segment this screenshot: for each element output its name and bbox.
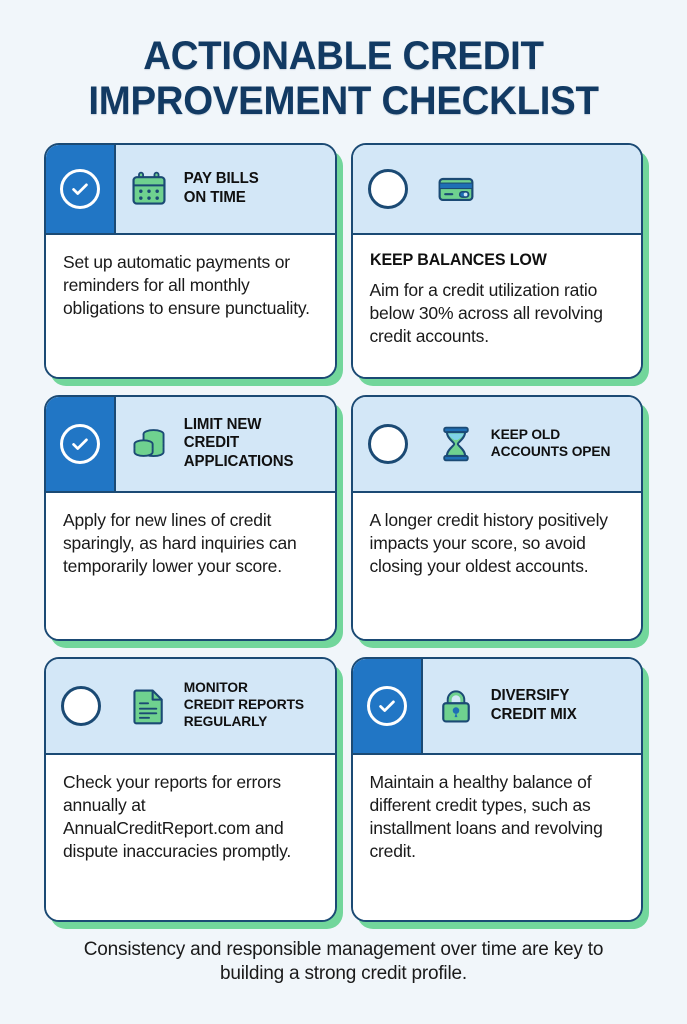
- check-circle-icon: [60, 424, 100, 464]
- card-description: Maintain a healthy balance of different credit types, such as installment loans and revolving credit.: [369, 771, 603, 862]
- document-icon: [122, 686, 176, 726]
- card-title-line: REGULARLY: [183, 713, 268, 730]
- card-header: [353, 659, 642, 755]
- check-circle-icon: [367, 686, 407, 726]
- card-header: [46, 659, 335, 755]
- card-title-line: CREDIT MIX: [490, 705, 577, 723]
- footer-text: Consistency and responsible management over time are key to building a strong credit profile.: [83, 938, 604, 984]
- card-title-line: APPLICATIONS: [183, 452, 294, 470]
- checklist-card-keep-balances-low[interactable]: [351, 143, 644, 379]
- card-title: [483, 427, 637, 461]
- card-header: [353, 145, 642, 235]
- checklist-card-diversify-credit-mix[interactable]: [351, 657, 644, 922]
- card-body: [46, 235, 335, 377]
- checkbox-keep-old-accounts-open[interactable]: [353, 397, 423, 491]
- card-description: Check your reports for errors annually at AnnualCreditReport.com and dispute inaccuracies promptly.: [63, 771, 292, 862]
- card-body: [353, 493, 642, 639]
- card-title-line: ON TIME: [183, 188, 246, 206]
- checklist-card-monitor-credit-reports-regularly[interactable]: [44, 657, 337, 922]
- credit-card-icon: [429, 169, 483, 209]
- checklist-grid: [44, 143, 643, 922]
- checkbox-limit-new-credit-applications[interactable]: [46, 397, 116, 491]
- card-title-line: CREDIT: [183, 434, 240, 452]
- card-title: [176, 416, 330, 471]
- checklist-card-keep-old-accounts-open[interactable]: [351, 395, 644, 641]
- card-body: [46, 493, 335, 639]
- checkbox-pay-bills-on-time[interactable]: [46, 145, 116, 233]
- check-circle-icon: [60, 169, 100, 209]
- card-description: A longer credit history positively impacts your score, so avoid closing your oldest accounts.: [369, 509, 608, 577]
- card-description: Aim for a credit utilization ratio below 30% across all revolving credit accounts.: [369, 279, 603, 347]
- card-title: KEEP BALANCES LOW: [369, 250, 547, 269]
- checklist-card-pay-bills-on-time[interactable]: [44, 143, 337, 379]
- card-title-line: DIVERSIFY: [490, 687, 569, 705]
- card-title-line: LIMIT NEW: [183, 416, 262, 434]
- card-title: [176, 170, 330, 207]
- card-title-line: MONITOR: [183, 680, 248, 697]
- card-title: [176, 680, 330, 730]
- card-body: [46, 755, 335, 920]
- card-title-line: PAY BILLS: [183, 170, 259, 188]
- card-title: [483, 687, 637, 724]
- page-title-line-1: ACTIONABLE CREDIT: [143, 34, 544, 78]
- hourglass-icon: [429, 424, 483, 464]
- page-title: [44, 0, 643, 124]
- card-header: [46, 397, 335, 493]
- empty-circle-icon: [61, 686, 101, 726]
- page-title-line-2: IMPROVEMENT CHECKLIST: [88, 78, 599, 123]
- empty-circle-icon: [368, 169, 408, 209]
- card-title-line: ACCOUNTS OPEN: [490, 443, 610, 460]
- card-body: [353, 755, 642, 920]
- lock-icon: [429, 686, 483, 726]
- card-header: [353, 397, 642, 493]
- calendar-icon: [122, 169, 176, 209]
- card-title-line: KEEP OLD: [490, 426, 560, 443]
- card-header: [46, 145, 335, 235]
- empty-circle-icon: [368, 424, 408, 464]
- coins-icon: [122, 424, 176, 464]
- checkbox-diversify-credit-mix[interactable]: [353, 659, 423, 753]
- card-description: Apply for new lines of credit sparingly, as hard inquiries can temporarily lower your score.: [63, 509, 297, 577]
- card-title-line: CREDIT REPORTS: [183, 697, 304, 714]
- card-body: [353, 235, 642, 377]
- checkbox-keep-balances-low[interactable]: [353, 145, 423, 233]
- checklist-card-limit-new-credit-applications[interactable]: [44, 395, 337, 641]
- card-description: Set up automatic payments or reminders for all monthly obligations to ensure punctuality.: [63, 251, 310, 319]
- checkbox-monitor-credit-reports-regularly[interactable]: [46, 659, 116, 753]
